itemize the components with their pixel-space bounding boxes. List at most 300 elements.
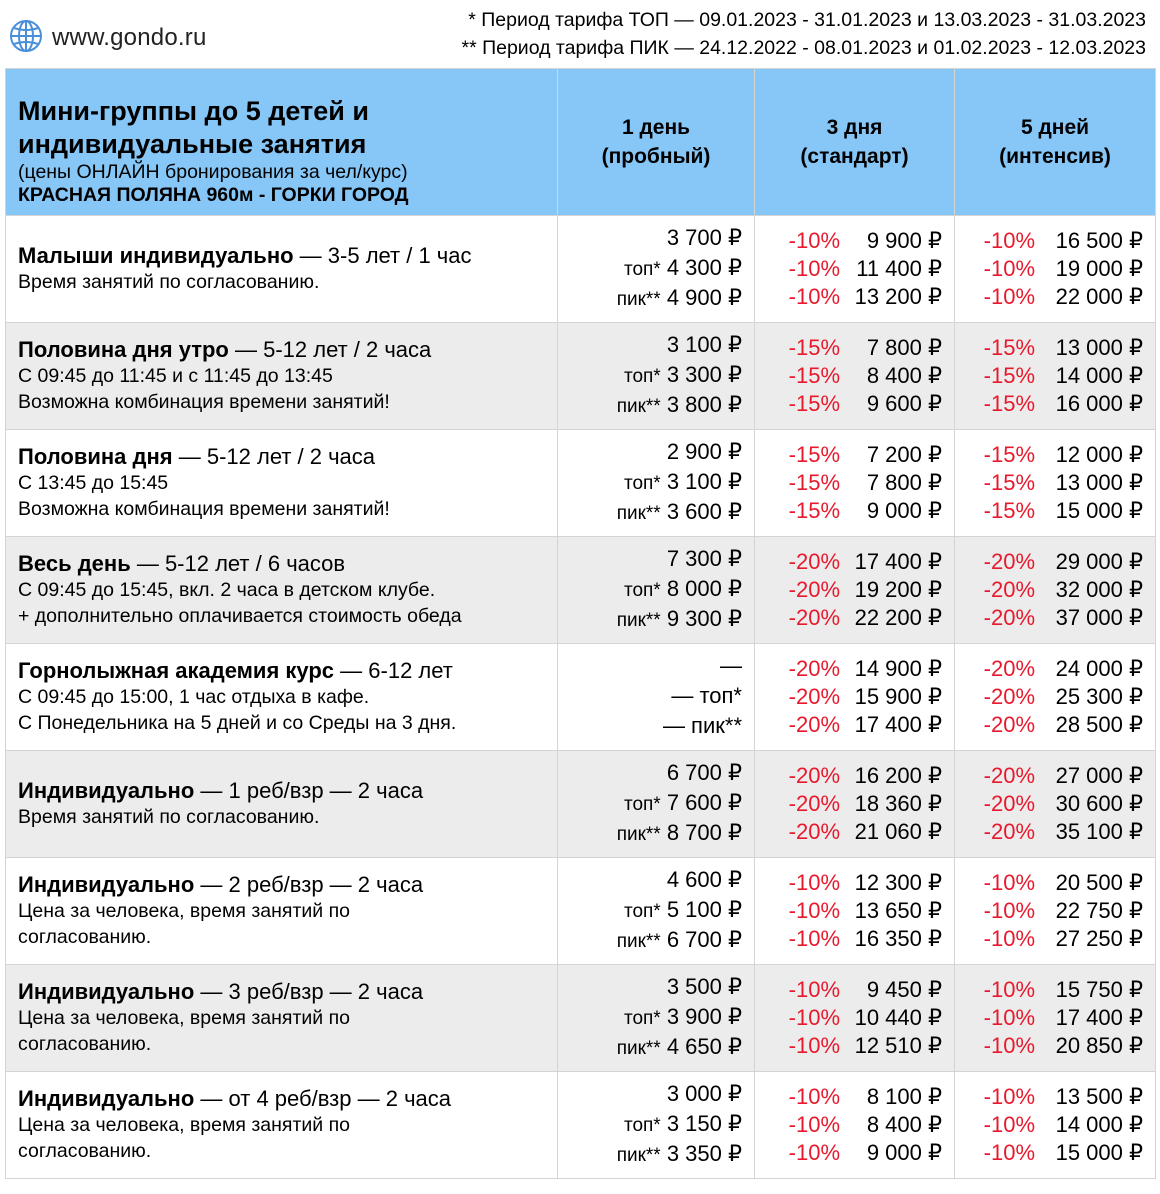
price-5-days: [955, 216, 1156, 323]
price-line: [558, 652, 754, 682]
price-value: 10 440 ₽: [854, 1005, 942, 1030]
price-line: [755, 711, 954, 739]
price-line: [558, 224, 754, 254]
price-value: 7 600 ₽: [666, 790, 742, 815]
price-line: [755, 655, 954, 683]
price-line: [558, 1110, 754, 1140]
price-value: —: [720, 653, 742, 678]
discount-badge: -15%: [788, 391, 840, 416]
price-line: [755, 1083, 954, 1111]
price-3-days: [755, 430, 955, 537]
price-1-day: [558, 1072, 755, 1179]
note-peak-period: ** Период тарифа ПИК — 24.12.2022 - 08.01.2023 и 01.02.2023 - 12.03.2023: [461, 37, 1146, 59]
tariff-tag: пик**: [616, 931, 661, 952]
price-line: [755, 1111, 954, 1139]
table-header: [6, 69, 1156, 216]
price-value: 3 800 ₽: [666, 392, 742, 417]
price-value: 9 900 ₽: [866, 228, 942, 253]
tariff-tag: топ*: [623, 901, 661, 922]
price-value: 12 000 ₽: [1055, 442, 1143, 467]
price-value: 15 900 ₽: [854, 684, 942, 709]
price-line: [955, 1083, 1155, 1111]
price-value: 3 500 ₽: [666, 974, 742, 999]
price-5-days: [955, 965, 1156, 1072]
tariff-tag: пик**: [616, 610, 661, 631]
price-value: 27 000 ₽: [1055, 763, 1143, 788]
price-3-days: [755, 537, 955, 644]
price-value: 7 800 ₽: [866, 335, 942, 360]
tariff-tag: пик**: [616, 396, 661, 417]
tariff-tag: пик**: [616, 824, 661, 845]
price-value: 17 400 ₽: [854, 549, 942, 574]
program-note: Цена за человека, время занятий по: [18, 900, 351, 922]
column-header-note: (пробный): [601, 145, 711, 168]
discount-badge: -20%: [983, 712, 1035, 737]
price-line: [955, 1032, 1155, 1060]
price-value: 16 200 ₽: [854, 763, 942, 788]
price-1-day: [558, 858, 755, 965]
price-line: [955, 390, 1155, 418]
price-value: 9 600 ₽: [866, 391, 942, 416]
price-5-days: [955, 644, 1156, 751]
price-value: 8 700 ₽: [666, 820, 742, 845]
discount-badge: -20%: [983, 549, 1035, 574]
table-row: [6, 644, 1156, 751]
price-line: [558, 819, 754, 849]
discount-badge: -20%: [983, 791, 1035, 816]
discount-badge: -15%: [788, 335, 840, 360]
program-title: [18, 444, 557, 470]
price-line: [755, 548, 954, 576]
table-row: [6, 858, 1156, 965]
price-value: 3 300 ₽: [666, 362, 742, 387]
price-value: 35 100 ₽: [1055, 819, 1143, 844]
tariff-tag: пик**: [616, 1145, 661, 1166]
price-line: [955, 1111, 1155, 1139]
discount-badge: -10%: [788, 977, 840, 1002]
price-value: 9 450 ₽: [866, 977, 942, 1002]
program-description: [6, 430, 558, 537]
discount-badge: -10%: [983, 870, 1035, 895]
price-value: 20 850 ₽: [1055, 1033, 1143, 1058]
price-value: 12 510 ₽: [854, 1033, 942, 1058]
price-value: 32 000 ₽: [1055, 577, 1143, 602]
price-value: 8 100 ₽: [866, 1084, 942, 1109]
discount-badge: -15%: [788, 442, 840, 467]
table-row: [6, 751, 1156, 858]
program-title: [18, 551, 557, 577]
program-note: согласованию.: [18, 926, 152, 948]
discount-badge: -15%: [983, 442, 1035, 467]
price-line: [955, 790, 1155, 818]
header-title-line2: индивидуальные занятия: [18, 129, 367, 159]
program-note: Возможна комбинация времени занятий!: [18, 391, 390, 413]
price-line: [955, 1139, 1155, 1167]
price-3-days: [755, 216, 955, 323]
program-name: Половина дня утро: [18, 337, 229, 362]
price-value: 8 400 ₽: [866, 1112, 942, 1137]
program-details: — 5-12 лет / 2 часа: [172, 444, 376, 469]
price-line: [755, 762, 954, 790]
program-details: — 3 реб/взр — 2 часа: [194, 979, 424, 1004]
program-name: Малыши индивидуально: [18, 243, 294, 268]
price-value: 13 650 ₽: [854, 898, 942, 923]
price-line: [558, 789, 754, 819]
price-value: 6 700 ₽: [666, 927, 742, 952]
price-value: 3 700 ₽: [666, 225, 742, 250]
discount-badge: -15%: [788, 363, 840, 388]
tariff-notes: [462, 6, 1147, 62]
price-value: 5 100 ₽: [666, 897, 742, 922]
discount-badge: -20%: [788, 819, 840, 844]
discount-badge: -10%: [983, 1033, 1035, 1058]
price-value: 7 300 ₽: [666, 546, 742, 571]
program-note: согласованию.: [18, 1033, 152, 1055]
program-note: С 09:45 до 15:45, вкл. 2 часа в детском клубе.: [18, 579, 436, 601]
price-value: 17 400 ₽: [854, 712, 942, 737]
price-line: [755, 683, 954, 711]
price-1-day: [558, 323, 755, 430]
price-value: 22 200 ₽: [854, 605, 942, 630]
program-note: + дополнительно оплачивается стоимость обеда: [18, 605, 462, 627]
price-value: 3 100 ₽: [666, 469, 742, 494]
price-line: [955, 976, 1155, 1004]
price-value: 8 400 ₽: [866, 363, 942, 388]
price-value: 7 800 ₽: [866, 470, 942, 495]
column-header-5-days: [955, 69, 1156, 216]
price-line: [558, 545, 754, 575]
price-value: 14 900 ₽: [854, 656, 942, 681]
program-details: — 1 реб/взр — 2 часа: [194, 778, 424, 803]
discount-badge: -20%: [983, 577, 1035, 602]
program-description: [6, 537, 558, 644]
discount-badge: -10%: [983, 926, 1035, 951]
price-value: 14 000 ₽: [1055, 363, 1143, 388]
program-name: Горнолыжная академия курс: [18, 658, 335, 683]
price-1-day: [558, 751, 755, 858]
price-value: 17 400 ₽: [1055, 1005, 1143, 1030]
price-value: 9 300 ₽: [666, 606, 742, 631]
price-value: 4 900 ₽: [666, 285, 742, 310]
price-line: [755, 1032, 954, 1060]
discount-badge: -15%: [788, 470, 840, 495]
price-line: [558, 1033, 754, 1063]
price-line: [755, 441, 954, 469]
price-line: [755, 283, 954, 311]
program-note: Цена за человека, время занятий по: [18, 1114, 351, 1136]
price-line: [955, 869, 1155, 897]
site-link[interactable]: [8, 20, 207, 56]
price-line: [955, 818, 1155, 846]
header-title-cell: [6, 69, 558, 216]
price-line: [558, 1003, 754, 1033]
discount-badge: -10%: [983, 228, 1035, 253]
tariff-tag: топ*: [623, 1115, 661, 1136]
price-line: [955, 469, 1155, 497]
price-line: [955, 711, 1155, 739]
price-line: [755, 497, 954, 525]
tariff-tag: пик**: [616, 289, 661, 310]
price-value: 13 200 ₽: [854, 284, 942, 309]
price-value: 3 150 ₽: [666, 1111, 742, 1136]
price-5-days: [955, 858, 1156, 965]
table-row: [6, 430, 1156, 537]
price-value: 21 060 ₽: [854, 819, 942, 844]
table-row: [6, 1072, 1156, 1179]
discount-badge: -10%: [788, 228, 840, 253]
program-note: Цена за человека, время занятий по: [18, 1007, 351, 1029]
price-1-day: [558, 216, 755, 323]
price-value: 27 250 ₽: [1055, 926, 1143, 951]
price-value: 3 900 ₽: [666, 1004, 742, 1029]
price-value: 3 350 ₽: [666, 1141, 742, 1166]
tariff-tag: топ*: [623, 580, 661, 601]
price-line: [755, 227, 954, 255]
price-line: [755, 469, 954, 497]
discount-badge: -15%: [983, 363, 1035, 388]
price-line: [558, 391, 754, 421]
price-line: [955, 683, 1155, 711]
program-description: [6, 858, 558, 965]
discount-badge: -10%: [983, 1112, 1035, 1137]
price-line: [955, 283, 1155, 311]
program-note: Время занятий по согласованию.: [18, 271, 320, 293]
price-5-days: [955, 537, 1156, 644]
price-value: 15 750 ₽: [1055, 977, 1143, 1002]
price-value: 2 900 ₽: [666, 439, 742, 464]
price-value: 4 600 ₽: [666, 867, 742, 892]
discount-badge: -20%: [788, 605, 840, 630]
discount-badge: -20%: [788, 791, 840, 816]
discount-badge: -10%: [788, 256, 840, 281]
discount-badge: -20%: [788, 684, 840, 709]
price-5-days: [955, 751, 1156, 858]
discount-badge: -10%: [983, 977, 1035, 1002]
price-line: [558, 438, 754, 468]
price-line: [755, 869, 954, 897]
discount-badge: -10%: [788, 1112, 840, 1137]
price-value: 7 200 ₽: [866, 442, 942, 467]
price-line: [755, 604, 954, 632]
program-note: С 09:45 до 11:45 и с 11:45 до 13:45: [18, 365, 333, 387]
column-header-label: 5 дней: [1020, 116, 1090, 139]
price-value: 3 100 ₽: [666, 332, 742, 357]
discount-badge: -10%: [983, 1140, 1035, 1165]
column-header-note: (стандарт): [800, 145, 909, 168]
price-line: [755, 897, 954, 925]
price-line: [558, 896, 754, 926]
column-header-3-days: [755, 69, 955, 216]
price-line: [955, 334, 1155, 362]
tariff-tag: топ*: [623, 794, 661, 815]
price-value: — топ*: [671, 683, 742, 708]
price-3-days: [755, 751, 955, 858]
column-header-label: 3 дня: [826, 116, 883, 139]
price-value: 8 000 ₽: [666, 576, 742, 601]
price-line: [955, 441, 1155, 469]
price-value: 19 200 ₽: [854, 577, 942, 602]
tariff-tag: топ*: [623, 1008, 661, 1029]
price-value: 4 300 ₽: [666, 255, 742, 280]
discount-badge: -10%: [788, 870, 840, 895]
price-value: 16 500 ₽: [1055, 228, 1143, 253]
globe-icon: [8, 18, 44, 59]
price-line: [755, 255, 954, 283]
program-description: [6, 751, 558, 858]
table-row: [6, 216, 1156, 323]
price-value: 11 400 ₽: [856, 256, 942, 281]
discount-badge: -20%: [983, 763, 1035, 788]
price-value: 9 000 ₽: [866, 1140, 942, 1165]
price-value: 16 350 ₽: [854, 926, 942, 951]
header-title-line1: Мини-группы до 5 детей и: [18, 96, 369, 126]
price-line: [955, 255, 1155, 283]
price-line: [955, 655, 1155, 683]
discount-badge: -10%: [983, 256, 1035, 281]
price-line: [755, 925, 954, 953]
price-3-days: [755, 644, 955, 751]
discount-badge: -20%: [788, 577, 840, 602]
column-header-1-day: [558, 69, 755, 216]
column-header-note: (интенсив): [999, 145, 1111, 168]
price-line: [558, 712, 754, 742]
price-value: 25 300 ₽: [1055, 684, 1143, 709]
discount-badge: -15%: [983, 470, 1035, 495]
program-note: Возможна комбинация времени занятий!: [18, 498, 390, 520]
discount-badge: -15%: [788, 498, 840, 523]
program-details: — 2 реб/взр — 2 часа: [194, 872, 424, 897]
price-value: 37 000 ₽: [1055, 605, 1143, 630]
price-value: 18 360 ₽: [854, 791, 942, 816]
discount-badge: -10%: [788, 284, 840, 309]
header-location: КРАСНАЯ ПОЛЯНА 960м - ГОРКИ ГОРОД: [18, 184, 409, 206]
program-title: [18, 658, 557, 684]
discount-badge: -15%: [983, 335, 1035, 360]
program-details: — 6-12 лет: [334, 658, 453, 683]
table-row: [6, 537, 1156, 644]
discount-badge: -10%: [983, 284, 1035, 309]
price-value: 15 000 ₽: [1055, 1140, 1143, 1165]
discount-badge: -10%: [788, 1084, 840, 1109]
discount-badge: -15%: [983, 391, 1035, 416]
price-value: 12 300 ₽: [854, 870, 942, 895]
program-details: — 5-12 лет / 2 часа: [228, 337, 432, 362]
column-header-label: 1 день: [621, 116, 691, 139]
price-3-days: [755, 1072, 955, 1179]
program-name: Индивидуально: [18, 778, 195, 803]
program-note: С 09:45 до 15:00, 1 час отдыха в кафе.: [18, 686, 370, 708]
price-line: [755, 362, 954, 390]
price-line: [955, 576, 1155, 604]
discount-badge: -10%: [788, 898, 840, 923]
header-subtitle: (цены ОНЛАЙН бронирования за чел/курс): [18, 161, 408, 183]
price-line: [955, 497, 1155, 525]
price-value: 19 000 ₽: [1055, 256, 1143, 281]
program-details: — 5-12 лет / 6 часов: [130, 551, 346, 576]
program-name: Индивидуально: [18, 1086, 195, 1111]
price-line: [558, 1140, 754, 1170]
note-top-period: * Период тарифа ТОП — 09.01.2023 - 31.01.2023 и 13.03.2023 - 31.03.2023: [468, 9, 1146, 31]
price-1-day: [558, 537, 755, 644]
discount-badge: -10%: [788, 926, 840, 951]
price-value: 20 500 ₽: [1055, 870, 1143, 895]
price-line: [558, 605, 754, 635]
price-line: [558, 254, 754, 284]
program-note: С 13:45 до 15:45: [18, 472, 169, 494]
price-3-days: [755, 858, 955, 965]
price-line: [558, 1080, 754, 1110]
program-title: [18, 872, 557, 898]
price-value: 3 600 ₽: [666, 499, 742, 524]
price-line: [558, 331, 754, 361]
price-line: [558, 361, 754, 391]
price-line: [558, 468, 754, 498]
discount-badge: -10%: [788, 1140, 840, 1165]
discount-badge: -20%: [788, 763, 840, 788]
tariff-tag: топ*: [623, 366, 661, 387]
program-note: согласованию.: [18, 1140, 152, 1162]
program-description: [6, 323, 558, 430]
program-title: [18, 243, 557, 269]
price-value: 29 000 ₽: [1055, 549, 1143, 574]
program-description: [6, 644, 558, 751]
price-line: [955, 604, 1155, 632]
program-description: [6, 216, 558, 323]
table-row: [6, 965, 1156, 1072]
discount-badge: -20%: [983, 684, 1035, 709]
discount-badge: -15%: [983, 498, 1035, 523]
discount-badge: -10%: [983, 1084, 1035, 1109]
price-value: 4 650 ₽: [666, 1034, 742, 1059]
price-value: 30 600 ₽: [1055, 791, 1143, 816]
price-5-days: [955, 1072, 1156, 1179]
program-title: [18, 778, 557, 804]
top-bar: [0, 0, 1160, 68]
price-line: [955, 762, 1155, 790]
price-table: [5, 68, 1156, 1179]
discount-badge: -20%: [983, 819, 1035, 844]
price-1-day: [558, 430, 755, 537]
price-line: [558, 498, 754, 528]
price-line: [755, 390, 954, 418]
price-value: 15 000 ₽: [1055, 498, 1143, 523]
price-value: 6 700 ₽: [666, 760, 742, 785]
price-line: [558, 575, 754, 605]
price-value: 9 000 ₽: [866, 498, 942, 523]
price-value: 28 500 ₽: [1055, 712, 1143, 737]
price-line: [955, 362, 1155, 390]
price-value: 24 000 ₽: [1055, 656, 1143, 681]
discount-badge: -20%: [983, 605, 1035, 630]
program-title: [18, 979, 557, 1005]
price-value: 16 000 ₽: [1055, 391, 1143, 416]
price-line: [558, 926, 754, 956]
program-description: [6, 965, 558, 1072]
tariff-tag: пик**: [616, 503, 661, 524]
price-3-days: [755, 323, 955, 430]
discount-badge: -20%: [788, 712, 840, 737]
price-line: [558, 284, 754, 314]
discount-badge: -10%: [983, 898, 1035, 923]
price-value: 22 750 ₽: [1055, 898, 1143, 923]
price-5-days: [955, 323, 1156, 430]
price-line: [558, 682, 754, 712]
price-5-days: [955, 430, 1156, 537]
price-line: [755, 576, 954, 604]
site-url[interactable]: www.gondo.ru: [52, 24, 207, 51]
price-value: 13 000 ₽: [1055, 470, 1143, 495]
program-note: Время занятий по согласованию.: [18, 806, 320, 828]
